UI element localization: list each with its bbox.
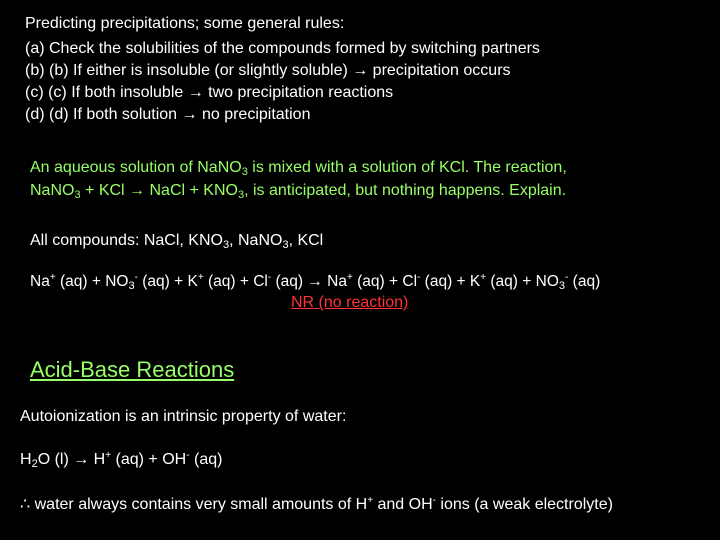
no-reaction-result: NR (no reaction) [291,294,409,311]
problem-line-1: An aqueous solution of NaNO$_3$ is mixed with a solution of KCl. The reaction, [30,159,567,178]
rules-title: Predicting precipitations; some general rules: [25,15,345,32]
rule-d: (d) (d) If both solution → no precipitation [25,106,311,123]
conclusion-text: ∴ water always contains very small amounts of H+ and OH- ions (a weak electrolyte) [20,495,613,513]
all-compounds: All compounds: NaCl, $KNO_3$, NaNO$_3$, KCl [30,232,324,251]
water-equation: $H_2O$ (l) → H+ (aq) + OH- (aq) [20,450,223,470]
rule-c: (c) (c) If both insoluble → two precipitation reactions [25,84,394,101]
rule-a: (a) Check the solubilities of the compounds formed by switching partners [25,40,540,57]
problem-line-2: NaNO$_3$ + KCl → NaCl + $KNO_3$, is anticipated, but nothing happens. Explain. [30,182,567,201]
net-ionic-equation: Na+ $(aq) + NO_3^-$ (aq) + K+ (aq) + Cl- (aq) → Na+ (aq) + Cl- (aq) + K+ $(aq) + NO_3^-$ (aq) [30,272,601,292]
autoionization-text: Autoionization is an intrinsic property of water: [20,408,347,425]
rule-b: (b) (b) If either is insoluble (or slightly soluble) → precipitation occurs [25,62,511,79]
section-heading: Acid-Base Reactions [30,357,235,382]
